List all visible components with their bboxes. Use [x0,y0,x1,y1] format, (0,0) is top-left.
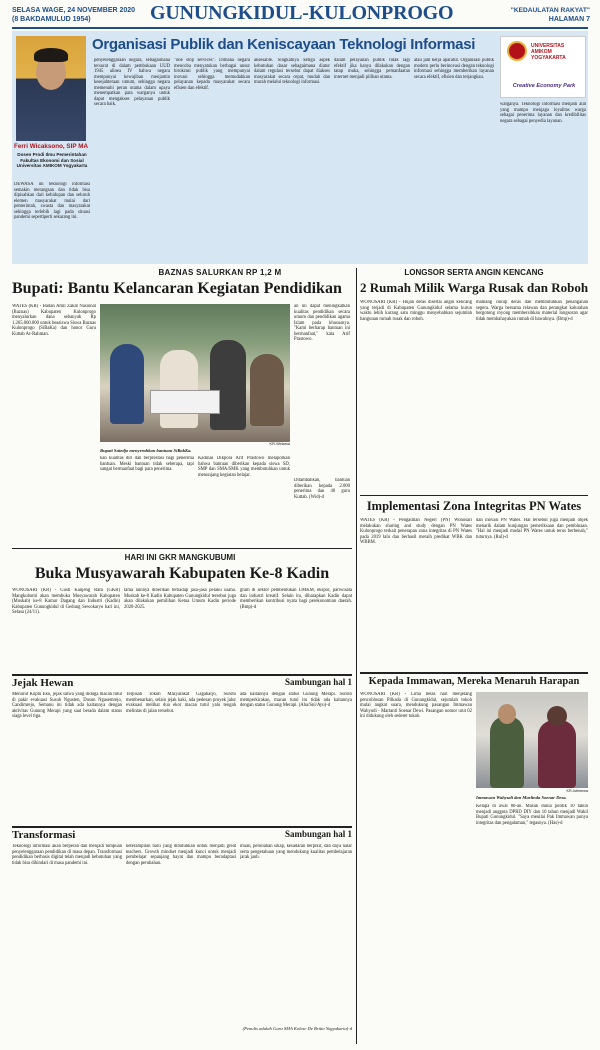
article1-col-1: WATES (KR) - Badan Amil Zakat Nasional (Baznas) Kabupaten Kulonprogo menyalurkan dana sebanyak Rp 1.265.060.000 untuk beasiswa Siswa Baznas Kulonprogo (SiBaKa) dan honor Guru Kuttab Ar-Rahman. [12,304,96,337]
opinion-headline: Organisasi Publik dan Keniscayaan Teknologi Informasi [92,36,476,53]
article1-photo [100,304,290,442]
masthead-date: SELASA WAGE, 24 NOVEMBER 2020 [12,7,136,14]
amikom-emblem-icon [507,41,527,61]
opinion-col-6: atau jam kerja aparatur. Organisasi publik modern perlu berinovasi dengan teknologi informasi sehingga memberikan layanan secara efektif, efisien dan terjangkau. [414,58,494,80]
article1-kicker: BAZNAS SALURKAN RP 1,2 M [158,268,282,277]
article5-col-1: WONOSARI (KR) - Lima belas hari menjelang pencoblosan Pilkada di Gunungkidul, sejumlah tokoh mulai angkat suara, mendukung pasangan Immawan Wahyudi - Martanti Soenar Dewi. Pasangan nomor urut 02 ini didukung oleh sederet tokoh. [360,692,472,720]
article1-photo-credit: KR-Widarsa [269,442,290,446]
article3-col-2: mamang cukup deras dan membutuhkan penanganan segera. Warga bersama relawan dan perangkat kalurahan bergotong royong membersihkan material longsoran agar tidak membahayakan rumah di bawahnya. (Bmp)-d [476,300,588,322]
column2-col-2: keterampilan baru yang dibutuhkan untuk menjadi great teachers. Growth mindset menjadi kunci untuk menjadi pembelajar sepanjang hayat dan mampu beradaptasi dengan perubahan. [126,844,236,866]
opinion-col-3: "one stop services". Dimana negara mencoba menyatukan berbagai unsur birokrasi publik yang mempunyai inovasi sehingga memudahkan pelayanan kepada masyarakat secara efisien dan efektif. [174,58,250,91]
masthead-page: HALAMAN 7 [548,16,590,23]
article4-col-2: dan inovasi PN Wates. Hal tersebut juga menjadi objek menarik dalam kunjungan pemeriksaan dan pembinaan. "Hal ini menjadi modal PN Wates untuk terus berbenah," tuturnya. (Rul)-d [476,518,588,540]
column2-rule [12,826,352,828]
article2-col-3: gram di sektor pembentukan UMKM, ekspor, pariwisata dan industri kreatif. Selain itu, diharapkan Kadin dapat memberikan kontribusi nyata bagi perekonomian daerah. (Bmp)-d [240,588,352,610]
opinion-col-1: DEWASA ini teknologi informasi semakin merangsan dan tidak bisa dipisahkan dari kehidupan dan seluruh elemen masyarakat mulai dari pemerintah, swasta dan masyarakat sehingga terlebih lagi pada situasi pandemi sepertiperti sekarang ini. [14,182,90,221]
column2-col-3: muan, perubahan sikap, kesadaran berpikir, dan daya nalar serta pengetahuan yang mendukung kualitas pembelajaran jarak jauh. [240,844,352,861]
article5-rule [360,672,588,674]
column1-col-2: Terpisah Tokoh Masyarakat Gagaharjo, Suroto membenarkan, selain jejak kaki, ada pedesan proyek jalur evakuasi melihat dua ekor macan tutul yalu tengah melintas di jalan tersebut. [126,692,236,714]
article3-headline: 2 Rumah Milik Warga Rusak dan Roboh [360,280,588,295]
opinion-col-7: warganya. Teknologi informasi menjadi alat yang mampu menjaga loyalitas warga sebagai penerima layanan dan kredibilitas negara sebagai penyedia layanan. [500,102,586,124]
masthead-title: GUNUNGKIDUL-KULONPROGO [150,2,454,24]
article2-rule [12,548,352,549]
opinion-col-2: penyelenggaraan negara, sebagaimana tersurat di dalam pembukaan UUD 1945 alinea IV bahwa negara mempunyai kewajiban menjamin kesejahteraan umum, sehingga negara memenuhi peran utama dalam upaya menempatkan para warganya untuk dapat mengakses pelayanan publik secara baik. [94,58,170,108]
article5-col-2: Kelapa di awal 80-an. Masuk dunia politik 10 tahun menjadi anggota DPRD DIY dan 10 tahun menjadi Wakil Bupati Gunungkidul. "Saya menilai Pak Immawan punya integritas dan pengalaman," tegasnya. (Has)-d [476,804,588,826]
column2-title: Transformasi [12,829,76,841]
masthead-rule [12,27,588,29]
column1-col-3: ada kaitannya dengan status Gunung Merapi. Suroto memperkirakan, macan tutul itu tidak ada kaitannya dengan status Gunung Merapi. (Aha/Sni/Ayu)-d [240,692,352,709]
masthead-tagline: "KEDAULATAN RAKYAT" [510,7,590,14]
article4-rule [360,495,588,496]
author-title: Dosen Prodi Ilmu Pemerintahan Fakultas Ekonomi dan Sosial Universitas AMIKOM Yogyakarta [16,152,88,169]
article1-col-2: kan kualitas diri dan berprestasi bagi penerima bantuan. Meski bantuan tidak seberapa, tapi sangat bermanfaat bagi para penerima. [100,456,194,473]
article1-col-4b: Ditambahkan, bantuan diberikan kepada 2.000 penerima dan 40 guru Kuttab. (Wid)-d [294,478,350,500]
column1-rule [12,674,352,676]
article4-headline: Implementasi Zona Integritas PN Wates [366,499,582,513]
article1-col-4: an ini dapat meningkatkan kualitas pendidikan secara umum dan pendidikan agama Islam pada khususnya. "Kami berharap bantuan ini bermanfaat," kata Arif Prastowo. [294,304,350,343]
article3-col-1: WONOSARI (KR) - Hujan deras disertai angin kencang yang terjadi di Kabupaten Gunungkidul selama kurun waktu lebih kurang satu minggu menyebabkan sejumlah bangunan rumah rusak dan roboh. [360,300,472,322]
column2-col-1: Teknologi informasi akan berperan dan menjadi tumpuan penyelenggaraan pendidikan di masa depan. Transformasi pendidikan berbasis digital telah menjadi kebutuhan yang tidak bisa dihindari di masa pandemi ini. [12,844,122,866]
amikom-logo [500,36,586,98]
column1-title: Jejak Hewan [12,677,74,689]
article5-photo [476,692,588,788]
column1-col-1: Menurut Koptu Eko, jejak satwa yang diduga macan tutul di pakir evakuasi Susuh Ngusten, Dusun Ngasemrejo, Candimrejo, Semanu ini tidak ada kaitannya dengan aktivitas Gunung Merapi yang saat berada dalam status siaga level tiga. [12,692,122,720]
column1-continued: Sambungan hal 1 [284,677,352,687]
article2-col-1: WONOSARI (KR) - Gusti Kanjeng Ratu (GKR) Mangkubumi akan membuka Musyawarah Kabupaten (Muskab) ke-8 Kamar Dagang dan Industri (Kadin) Kabupaten Gunungkidul di Gedung Sewokaryo hari ini, Selasa (24/11). [12,588,120,616]
article5-caption: Immawan Wahyudi dan Marlinda Soenar Desa. [476,795,567,800]
opinion-col-5: dalam pelayanan publik tidak lagi efektif jika hanya dilakukan dengan tatap muka, sehingga pemanfaatan internet menjadi pilihan utama. [334,58,410,80]
amikom-logo-tagline: Creative Economy Park [512,83,576,89]
column-divider [356,268,357,1044]
article1-headline: Bupati: Bantu Kelancaran Kegiatan Pendidikan [12,280,342,297]
article3-kicker: LONGSOR SERTA ANGIN KENCANG [404,268,544,277]
article5-headline: Kepada Immawan, Mereka Menaruh Harapan [368,676,580,687]
amikom-logo-text: UNIVERSITAS AMIKOM YOGYAKARTA [531,43,566,61]
column2-continued: Sambungan hal 1 [284,829,352,839]
article1-col-3: Kadinas Dikpora Arif Prastowo melaporkan bahwa bantuan diberikan kepada siswa SD, SMP dan SMA/SMK yang membutuhkan untuk menunjang kegiatan belajar. [198,456,290,478]
author-name: Ferri Wicaksono, SIP MA [14,143,89,150]
article2-col-2: tama lainnya diberikan terhadap jasa-jasa pelaku usaha. Muskab ke-8 Kadin Kabupaten Gunungkidul tersebut juga akan dilakukan pemilihan Ketua Umum Kadin periode 2020-2025. [124,588,236,610]
article2-kicker: HARI INI GKR MANGKUBUMI [124,553,236,562]
article2-headline: Buka Musyawarah Kabupaten Ke-8 Kadin [34,565,330,582]
column2-byline: (Penulis adalah Guru SMA Kolese De Britto Yogyakarta)-d [242,1026,352,1031]
article4-col-1: WATES (KR) - Pengadilan Negeri (PN) Wonosari melakukan sharing and study dengan PN Wates Kulonprogo terkait penerapan zona integritas di PN Wates pada 2019 lalu dan berhasil meraih predikat WBK dan WBBM. [360,518,472,546]
article5-photo-credit: KR-Istimewa [566,789,588,793]
article1-caption: Bupati Sutedjo menyerahkan bantuan SiBakKa. [100,448,192,453]
opinion-col-4: aksesable. Singkatnya ketiga aspek kebutuhan dasar sebagaimana diatur dalam regulasi tersebut dapat diakses masyarakat secara cepat, mudah dan murah melalui teknologi informasi. [254,58,330,86]
masthead-edition: (8 BAKDAMULUD 1954) [12,16,91,23]
author-photo [16,36,86,141]
